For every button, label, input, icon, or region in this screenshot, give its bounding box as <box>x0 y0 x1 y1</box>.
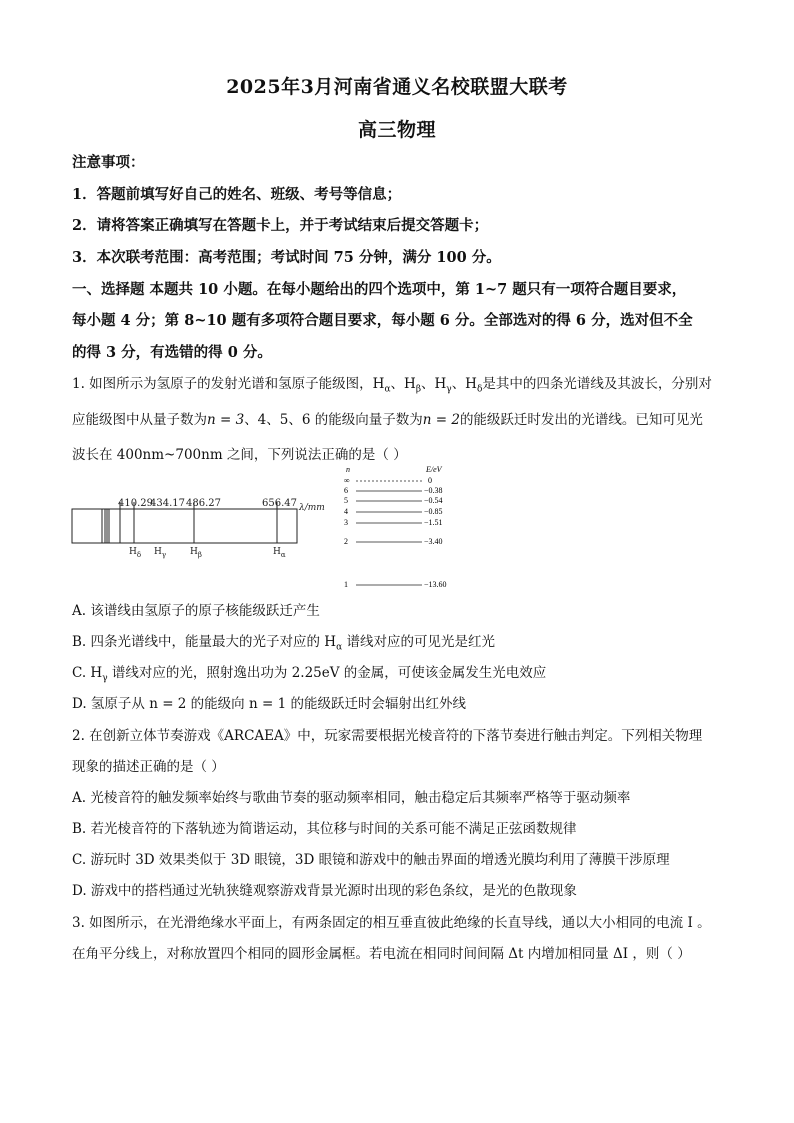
q1-formula: n = 3 <box>207 412 245 428</box>
q1-text: 1. 如图所示为氢原子的发射光谱和氢原子能级图，H <box>72 376 385 392</box>
q2-stem-line-2: 现象的描述正确的是（ ） <box>72 759 225 775</box>
level-e-header: E/eV <box>426 465 442 474</box>
level-n: 3 <box>344 518 348 527</box>
wavelength-label: 434.17 <box>150 498 185 509</box>
q2-option-b: B. 若光棱音符的下落轨迹为简谐运动，其位移与时间的关系可能不满足正弦函数规律 <box>72 821 577 837</box>
subscript: δ <box>476 384 483 395</box>
exam-subject: 高三物理 <box>357 119 436 141</box>
exam-title: 2025年3月河南省通义名校联盟大联考 <box>226 76 568 98</box>
q1-stem-line-2 <box>72 408 732 428</box>
level-n: 4 <box>344 507 348 516</box>
q1-stem-line-1: 1. 如图所示为氢原子的发射光谱和氢原子能级图，$H_\alpha$、$H_\beta$、$H_\gamma$、$H_\delta$是其中的四条光谱线及其波长，分别对 <box>72 376 712 395</box>
level-n-header: n <box>346 465 350 474</box>
wavelength-unit: λ/mm <box>299 503 325 513</box>
q1-text: 、4、5、6 的能级向量子数为 <box>244 412 423 428</box>
section-instructions-line-3: 的得 3 分，有选错的得 0 分。 <box>72 344 272 361</box>
q2-stem-line-1: 2. 在创新立体节奏游戏《ARCAEA》中，玩家需要根据光棱音符的下落节奏进行触击判定。下列相关物理 <box>72 728 703 744</box>
q1-text: 是其中的四条光谱线及其波长，分别对 <box>482 376 712 392</box>
level-n: 6 <box>344 486 348 495</box>
notice-item-2: 2．请将答案正确填写在答题卡上，并于考试结束后提交答题卡； <box>72 217 489 234</box>
line-label: $H_\alpha$ <box>273 547 286 559</box>
level-e: −0.54 <box>424 496 443 505</box>
q2-option-d: D. 游戏中的搭档通过光轨狭缝观察游戏背景光源时出现的彩色条纹，是光的色散现象 <box>72 883 577 899</box>
wavelength-label: 410.29 <box>118 498 153 509</box>
q1-text: 的能级跃迁时发出的光谱线。已知可见光 <box>459 412 703 428</box>
line-label: $H_\beta$ <box>190 547 202 559</box>
q1-text: 应能级图中从量子数为 <box>72 412 207 428</box>
wavelength-label: 486.27 <box>186 498 221 509</box>
level-n: ∞ <box>344 476 350 485</box>
line-label: $H_\delta$ <box>129 547 142 559</box>
level-e: −0.85 <box>424 507 443 516</box>
level-e: 0 <box>428 476 432 485</box>
level-n: 2 <box>344 537 348 546</box>
spectrum-strip <box>72 509 297 543</box>
q1-option-c: C. $H_\gamma$ 谱线对应的光，照射逸出功为 2.25eV 的金属，可使该金属发生光电效应 <box>72 665 547 684</box>
level-e: −1.51 <box>424 518 443 527</box>
notice-item-3: 3．本次联考范围：高考范围；考试时间 75 分钟，满分 100 分。 <box>72 249 501 266</box>
level-e: −0.38 <box>424 486 443 495</box>
wavelength-label: 656.47 <box>262 498 297 509</box>
level-n: 5 <box>344 496 348 505</box>
q1-option-d: D. 氢原子从 n = 2 的能级向 n = 1 的能级跃迁时会辐射出红外线 <box>72 696 466 712</box>
subscript: α <box>384 384 391 395</box>
section-instructions-line-2: 每小题 4 分；第 8~10 题有多项符合题目要求，每小题 6 分。全部选对的得 6 分，选对但不全 <box>72 312 693 329</box>
energy-level-diagram <box>338 462 468 592</box>
line-label: $H_\gamma$ <box>154 547 167 559</box>
q3-stem-line-1: 3. 如图所示，在光滑绝缘水平面上，有两条固定的相互垂直彼此绝缘的长直导线，通以大小相同的电流 I 。 <box>72 915 711 931</box>
notice-heading: 注意事项： <box>72 154 145 171</box>
level-e: −3.40 <box>424 537 443 546</box>
q2-option-a: A. 光棱音符的触发频率始终与歌曲节奏的驱动频率相同，触击稳定后其频率严格等于驱动频率 <box>72 790 631 806</box>
level-n: 1 <box>344 580 348 589</box>
notice-item-1: 1．答题前填写好自己的姓名、班级、考号等信息； <box>72 186 402 203</box>
q1-option-a: A. 该谱线由氢原子的原子核能级跃迁产生 <box>72 603 320 619</box>
q3-stem-line-2: 在角平分线上，对称放置四个相同的圆形金属框。若电流在相同时间间隔 Δt 内增加相同量 ΔI ，则（ ） <box>72 946 691 962</box>
q1-formula: n = 2 <box>422 412 460 428</box>
section-instructions-line-1: 一、选择题 本题共 10 小题。在每小题给出的四个选项中，第 1~7 题只有一项符合题目要求， <box>72 281 687 298</box>
q2-option-c: C. 游玩时 3D 效果类似于 3D 眼镜，3D 眼镜和游戏中的触击界面的增透光膜均利用了薄膜干涉原理 <box>72 852 670 868</box>
subscript: β <box>415 384 422 395</box>
subscript: γ <box>446 384 452 395</box>
q1-stem-line-3: 波长在 400nm~700nm 之间，下列说法正确的是（ ） <box>72 447 407 463</box>
q1-option-b: B. 四条光谱线中，能量最大的光子对应的 $H_\alpha$ 谱线对应的可见光是红光 <box>72 634 495 653</box>
level-e: −13.60 <box>424 580 447 589</box>
